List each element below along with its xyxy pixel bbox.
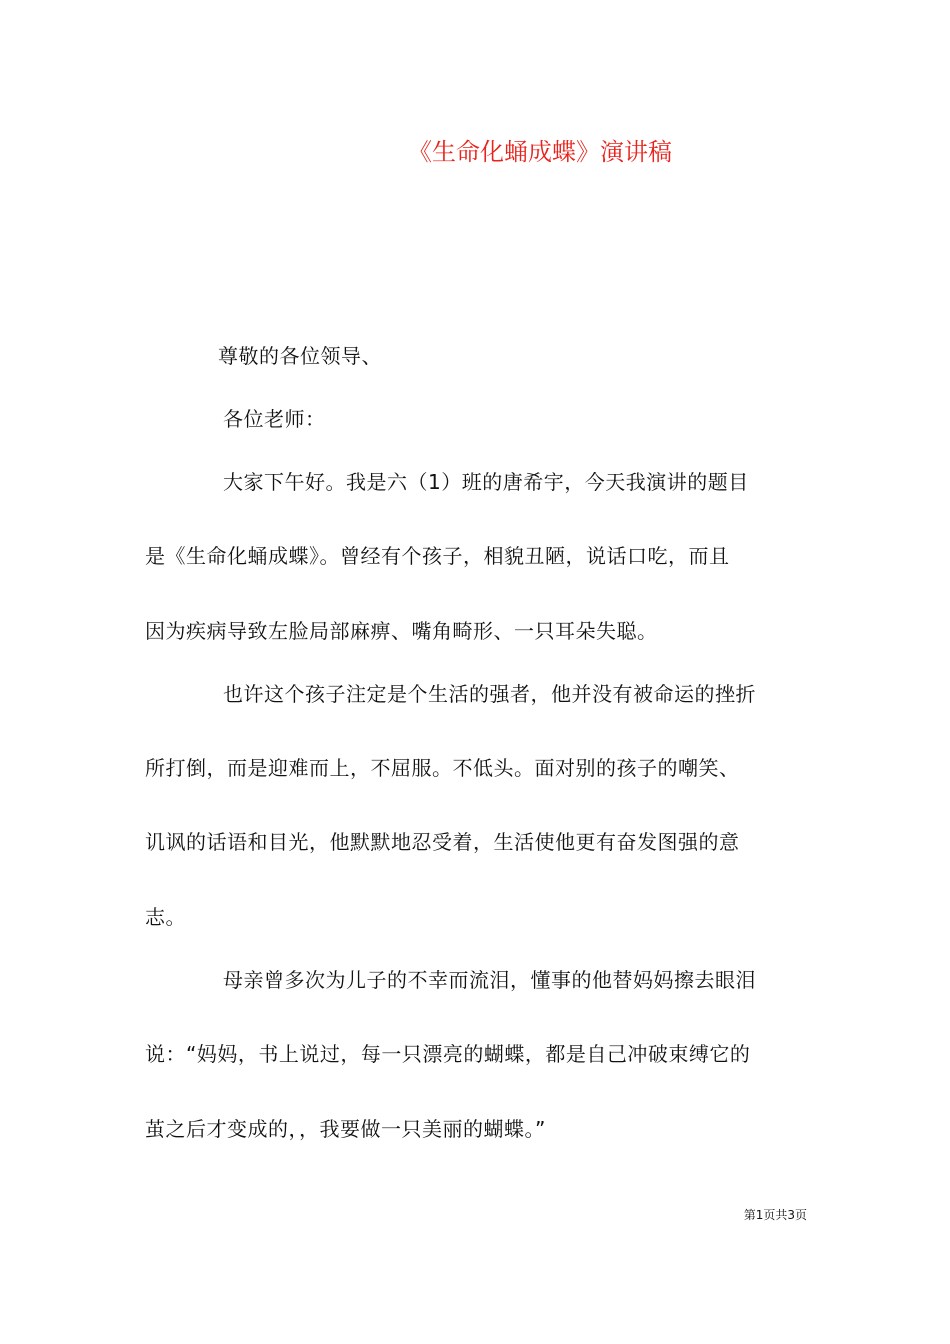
paragraph-2-line-4: 志。 [145,905,186,929]
paragraph-3-line-1: 母亲曾多次为儿子的不幸而流泪，懂事的他替妈妈擦去眼泪 [223,968,756,992]
paragraph-1-line-3: 因为疾病导致左脸局部麻痹、嘴角畸形、一只耳朵失聪。 [145,619,658,643]
paragraph-1-line-2: 是《生命化蛹成蝶》。曾经有个孩子，相貌丑陋，说话口吃，而且 [145,544,730,568]
paragraph-2-line-3: 讥讽的话语和目光，他默默地忍受着，生活使他更有奋发图强的意 [145,830,740,854]
paragraph-3-line-3: 茧之后才变成的，，我要做一只美丽的蝴蝶。” [145,1117,546,1141]
paragraph-2-line-1: 也许这个孩子注定是个生活的强者，他并没有被命运的挫折 [223,682,756,706]
salutation-line-2: 各位老师： [223,407,326,431]
document-title: 《生命化蛹成蝶》演讲稿 [408,138,672,166]
paragraph-2-line-2: 所打倒，而是迎难而上，不屈服。不低头。面对别的孩子的嘲笑、 [145,756,740,780]
salutation-line-1: 尊敬的各位领导、 [218,344,382,368]
paragraph-1-line-1: 大家下午好。我是六（1）班的唐希宇，今天我演讲的题目 [223,470,749,494]
paragraph-3-line-2: 说：“妈妈，书上说过，每一只漂亮的蝴蝶，都是自己冲破束缚它的 [145,1042,751,1066]
page-number: 第1页共3页 [743,1208,807,1222]
